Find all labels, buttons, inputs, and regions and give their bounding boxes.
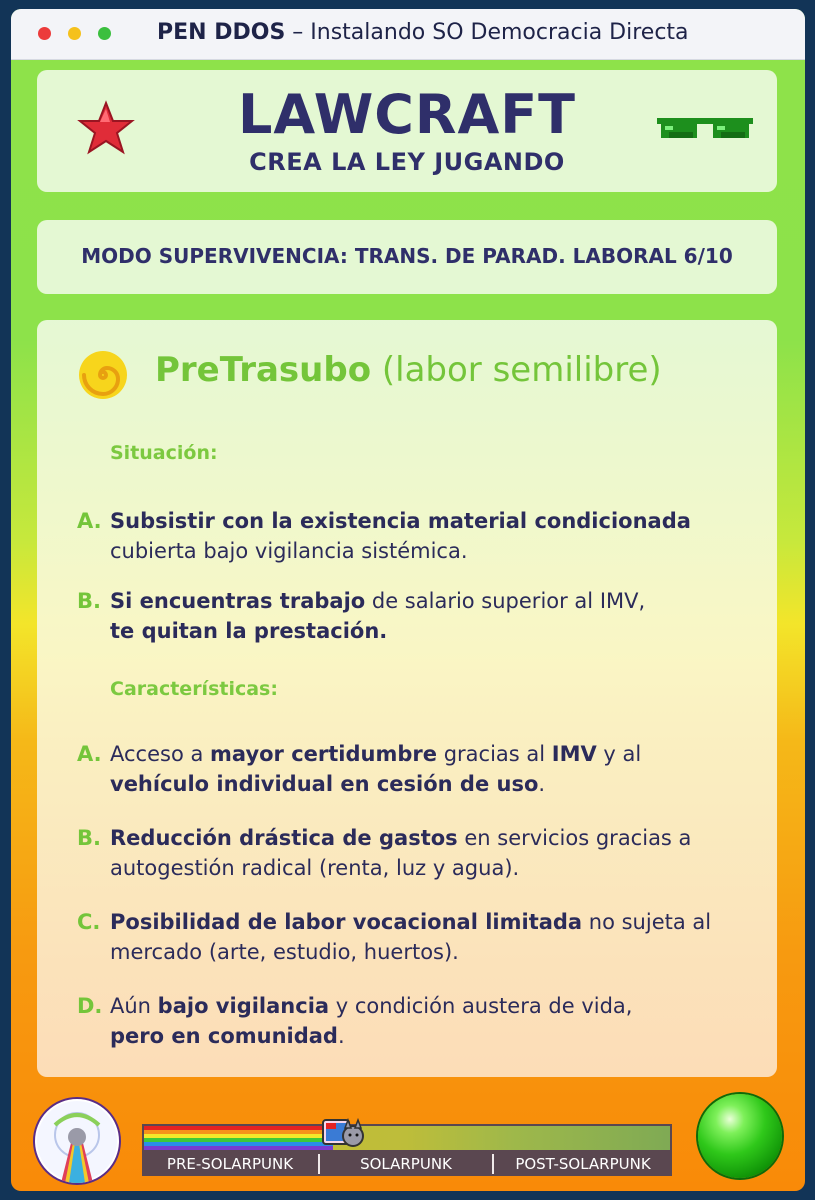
minimize-window-button[interactable] — [68, 27, 81, 40]
item-text: Subsistir con la existencia material condicionada — [110, 509, 691, 533]
item-text: no sujeta al mercado (arte, estudio, huertos). — [110, 910, 712, 964]
item-text: Posibilidad de labor vocacional limitada — [110, 910, 583, 934]
game-header — [37, 70, 777, 192]
logo-text: LAWCRAFT — [237, 83, 577, 146]
item-letter: A. — [77, 509, 102, 533]
caracteristicas-item-d — [77, 991, 757, 1051]
mode-banner — [37, 220, 777, 294]
solarpunk-progress — [142, 1124, 672, 1179]
maximize-window-button[interactable] — [98, 27, 111, 40]
caracteristicas-item-a — [77, 739, 757, 799]
stage-title-bold: PreTrasubo — [155, 350, 372, 390]
item-text: te quitan la prestación. — [110, 619, 388, 643]
stage-title-subtitle: (labor semilibre) — [371, 350, 662, 390]
situacion-item-b — [77, 586, 757, 646]
item-text: vehículo individual en cesión de uso — [110, 772, 539, 796]
pixel-sunglasses-icon — [657, 114, 753, 144]
caracteristicas-heading: Características: — [110, 678, 278, 700]
caracteristicas-item-c — [77, 907, 757, 967]
stage-label-solarpunk: SOLARPUNK — [360, 1155, 452, 1173]
rainbow-cat-icon — [321, 1114, 365, 1150]
item-text: . — [538, 772, 546, 796]
footer-bar — [11, 1079, 805, 1191]
item-text: gracias al — [437, 742, 552, 766]
item-text: Aún — [110, 994, 158, 1018]
item-text: en servicios gracias a autogestión radical (renta, luz y agua). — [110, 826, 692, 880]
stage-title — [155, 350, 662, 390]
stage-label-post: POST-SOLARPUNK — [515, 1155, 651, 1173]
item-text: bajo vigilancia — [157, 994, 330, 1018]
item-text: Si encuentras trabajo — [110, 589, 366, 613]
stage-label-pre: PRE-SOLARPUNK — [166, 1155, 294, 1173]
community-badge-icon[interactable] — [33, 1097, 121, 1185]
item-letter: D. — [77, 994, 103, 1018]
window-title — [157, 20, 689, 45]
app-window — [11, 9, 805, 1191]
item-letter: B. — [77, 589, 101, 613]
title-bar — [11, 9, 805, 60]
window-subtitle: – Instalando SO Democracia Directa — [285, 20, 689, 45]
progress-fill — [144, 1126, 333, 1150]
app-name: PEN DDOS — [157, 20, 286, 45]
close-window-button[interactable] — [38, 27, 51, 40]
item-text: cubierta bajo vigilancia sistémica. — [110, 539, 468, 563]
tagline: CREA LA LEY JUGANDO — [249, 148, 565, 176]
item-text: Acceso a — [110, 742, 211, 766]
item-text: IMV — [551, 742, 597, 766]
spiral-icon — [77, 349, 129, 401]
green-orb-button-icon[interactable] — [698, 1094, 782, 1178]
progress-bar — [142, 1124, 672, 1152]
progress-labels — [142, 1152, 672, 1176]
item-text: de salario superior al IMV, — [365, 589, 646, 613]
caracteristicas-item-b — [77, 823, 757, 883]
situacion-heading: Situación: — [110, 442, 218, 464]
stage-card — [37, 320, 777, 1077]
item-letter: A. — [77, 742, 102, 766]
item-text: mayor certidumbre — [210, 742, 438, 766]
item-letter: B. — [77, 826, 101, 850]
mode-text: MODO SUPERVIVENCIA: TRANS. DE PARAD. LABORAL 6/10 — [81, 244, 733, 268]
item-text: Reducción drástica de gastos — [110, 826, 458, 850]
item-text: y condición austera de vida, — [329, 994, 633, 1018]
item-letter: C. — [77, 910, 101, 934]
situacion-item-a — [77, 506, 757, 566]
item-text: . — [337, 1024, 345, 1048]
item-text: pero en comunidad — [110, 1024, 338, 1048]
item-text: y al — [596, 742, 642, 766]
